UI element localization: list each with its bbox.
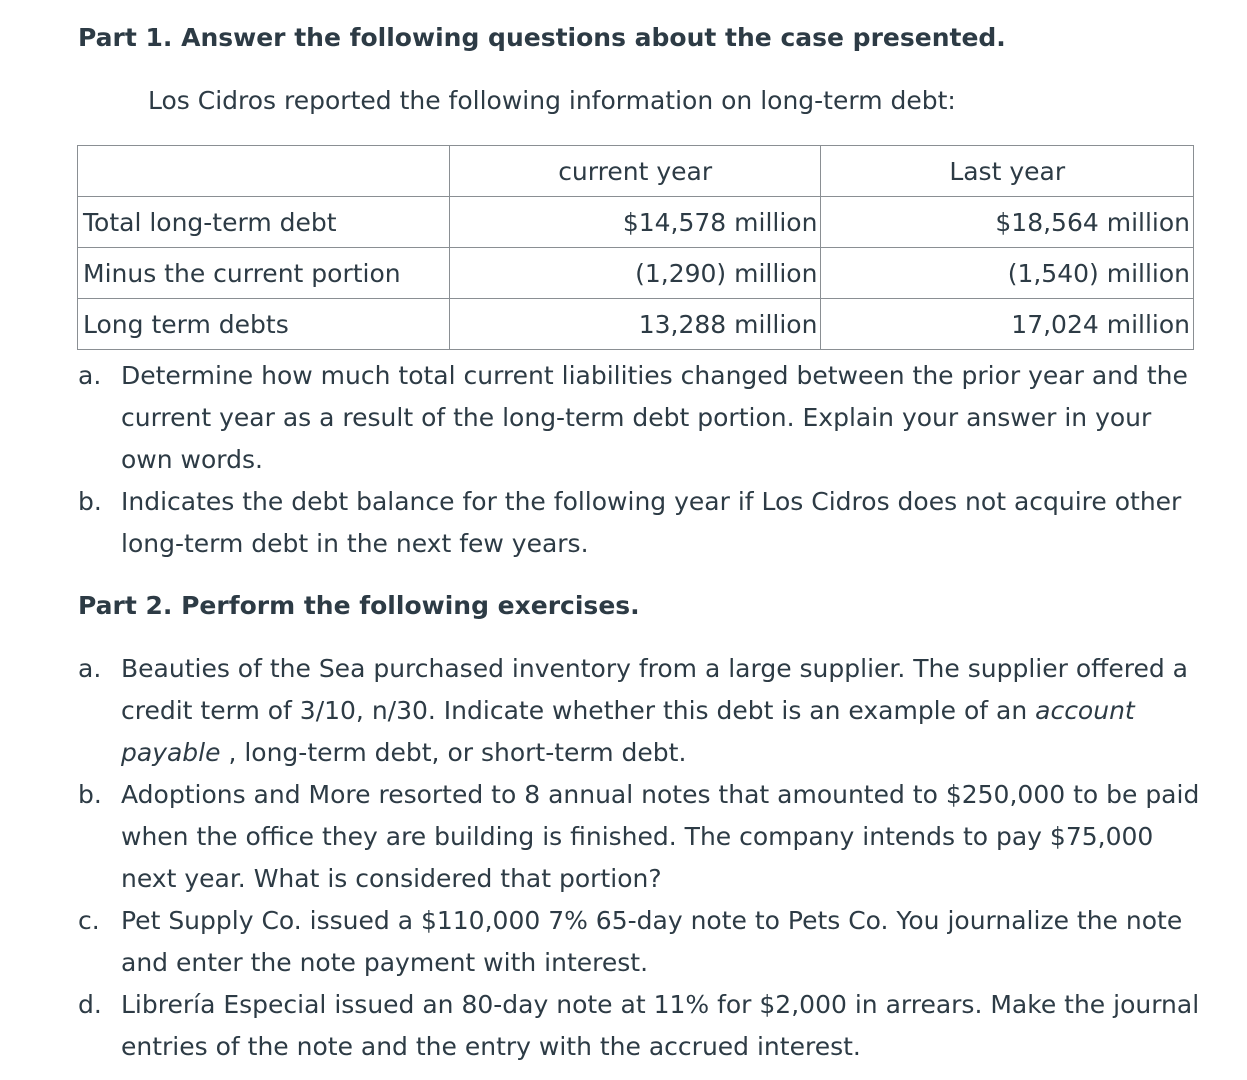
question-text: Determine how much total current liabilities changed between the prior year and the current year as a result of the long-term debt portion. Explain your answer in your own words. — [121, 361, 1188, 474]
row-current-value: (1,290) million — [449, 248, 821, 299]
list-item — [78, 900, 1203, 984]
list-marker: b. — [78, 487, 102, 516]
table-header-row — [78, 146, 1194, 197]
row-last-value: $18,564 million — [821, 197, 1194, 248]
question-text-italic: account payable — [121, 696, 1135, 767]
table-row — [78, 197, 1194, 248]
row-label: Long term debts — [78, 299, 450, 350]
row-label: Minus the current portion — [78, 248, 450, 299]
row-current-value: $14,578 million — [449, 197, 821, 248]
list-item — [78, 481, 1193, 565]
row-last-value: (1,540) million — [821, 248, 1194, 299]
question-text: Pet Supply Co. issued a $110,000 7% 65-day note to Pets Co. You journalize the note and enter the note payment with interest. — [121, 906, 1183, 977]
question-text: Librería Especial issued an 80-day note at 11% for $2,000 in arrears. Make the journal entries of the note and the entry with the accrued interest. — [121, 990, 1200, 1061]
question-text-after: , long-term debt, or short-term debt. — [220, 738, 687, 767]
question-text-before: Beauties of the Sea purchased inventory from a large supplier. The supplier offered a credit term of 3/10, n/30. Indicate whether this debt is an example of an — [121, 654, 1188, 725]
question-text: Indicates the debt balance for the following year if Los Cidros does not acquire other long-term debt in the next few years. — [121, 487, 1182, 558]
list-item — [78, 648, 1203, 774]
list-marker: d. — [78, 990, 102, 1019]
part2-heading: Part 2. Perform the following exercises. — [78, 591, 640, 620]
list-marker: b. — [78, 780, 102, 809]
table-row — [78, 299, 1194, 350]
part1-heading: Part 1. Answer the following questions about the case presented. — [78, 23, 1006, 52]
list-marker: a. — [78, 361, 102, 390]
table-header-empty — [78, 146, 450, 197]
table-row — [78, 248, 1194, 299]
list-item — [78, 774, 1203, 900]
part1-question-list — [78, 355, 1193, 565]
row-last-value: 17,024 million — [821, 299, 1194, 350]
list-marker: a. — [78, 654, 102, 683]
row-current-value: 13,288 million — [449, 299, 821, 350]
row-label: Total long-term debt — [78, 197, 450, 248]
question-text: Adoptions and More resorted to 8 annual notes that amounted to $250,000 to be paid when the office they are building is finished. The company intends to pay $75,000 next year. What is considered that portion? — [121, 780, 1200, 893]
part2-question-list — [78, 648, 1203, 1068]
part1-intro: Los Cidros reported the following information on long-term debt: — [148, 86, 956, 115]
list-item — [78, 984, 1203, 1068]
list-item — [78, 355, 1193, 481]
long-term-debt-table — [77, 145, 1194, 350]
list-marker: c. — [78, 906, 100, 935]
table-header-last-year: Last year — [821, 146, 1194, 197]
table-header-current-year: current year — [449, 146, 821, 197]
